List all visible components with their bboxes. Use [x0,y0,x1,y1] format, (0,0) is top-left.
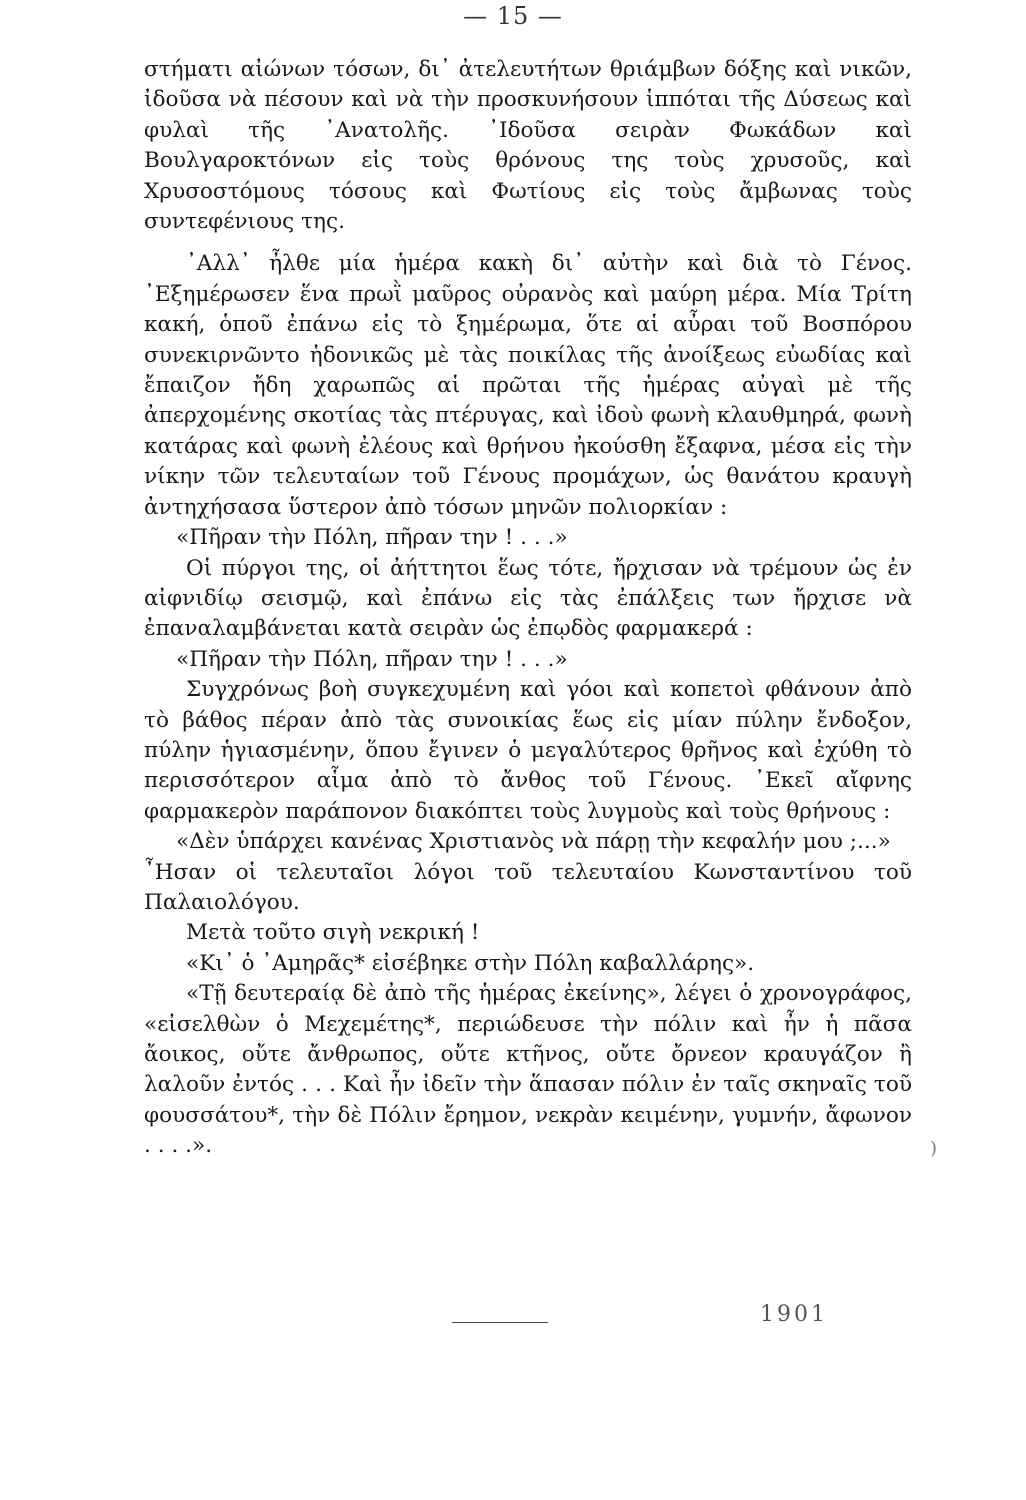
year-label: 1901 [760,1302,828,1327]
paragraph: ᾿Αλλ᾽ ἦλθε μία ἡμέρα κακὴ δι᾽ αὐτὴν καὶ διὰ τὸ Γένος. ᾿Εξημέρωσεν ἕνα πρωῒ μαῦρος οὐρανὸς καὶ μαύρη μέρα. Μία Τρίτη κακή, ὁποῦ ἐπάνω εἰς τὸ ξημέρωμα, ὅτε αἱ αὖραι τοῦ Βοσπόρου συνεκιρνῶντο ἡδονικῶς μὲ τὰς ποικίλας τῆς ἀνοίξεως εὐωδίας καὶ ἔπαιζον ἤδη χαρωπῶς αἱ πρῶται τῆς ἡμέρας αὐγαὶ μὲ τῆς ἀπερχομένης σκοτίας τὰς πτέρυγας, καὶ ἰδοὺ φωνὴ κλαυθμηρά, φωνὴ κατάρας καὶ φωνὴ ἐλέους καὶ θρήνου ἠκούσθη ἔξαφνα, μέσα εἰς τὴν νίκην τῶν τελευταίων τοῦ Γένους προμάχων, ὡς θανάτου κραυγὴ ἀντηχήσασα ὕστερον ἀπὸ τόσων μηνῶν πολιορκίαν : [144,251,912,520]
paragraph: Μετὰ τοῦτο σιγὴ νεκρική ! [186,920,480,946]
margin-mark: ) [930,1138,938,1159]
paragraph: «Τῇ δευτεραίᾳ δὲ ἀπὸ τῆς ἡμέρας ἐκείνης», λέγει ὁ χρονογράφος, «εἰσελθὼν ὁ Μεχεμέτης*, περιώδευσε τὴν πόλιν καὶ ἦν ἡ πᾶσα ἄοικος, οὔτε ἄνθρωπος, οὔτε κτῆνος, οὔτε ὄρνεον κραυγάζον ἢ λαλοῦν ἐντός . . . Καὶ ἦν ἰδεῖν τὴν ἅπασαν πόλιν ἐν ταῖς σκηναῖς τοῦ φουσσάτου*, τὴν δὲ Πόλιν ἔρημον, νεκρὰν κειμένην, γυμνήν, ἄφωνον . . . .». [144,981,912,1159]
paragraph: ῏Ησαν οἱ τελευταῖοι λόγοι τοῦ τελευταίου Κωνσταντίνου τοῦ Παλαιολόγου. [144,859,912,915]
page-number: — 15 — [463,2,563,30]
paragraph: Οἱ πύργοι της, οἱ ἀήττητοι ἕως τότε, ἤρχισαν νὰ τρέμουν ὡς ἐν αἰφνιδίῳ σεισμῷ, καὶ ἐπάνω εἰς τὰς ἐπάλξεις των ἤρχισε νὰ ἐπαναλαμβάνεται κατὰ σειρὰν ὡς ἐπῳδὸς φαρμακερά : [144,555,912,642]
end-divider [452,1322,548,1323]
quote-line: «Δὲν ὑπάρχει κανένας Χριστιανὸς νὰ πάρῃ τὴν κεφαλήν μου ;...» [176,829,891,855]
quote-line: «Πῆραν τὴν Πόλη, πῆραν την ! . . .» [176,525,568,551]
paragraph-continuation: στήματι αἰώνων τόσων, δι᾽ ἀτελευτήτων θριάμβων δόξης καὶ νικῶν, ἰδοῦσα νὰ πέσουν καὶ νὰ τὴν προσκυνήσουν ἱππόται τῆς Δύσεως καὶ φυλαὶ τῆς ᾿Ανατολῆς. ᾿Ιδοῦσα σειρὰν Φωκάδων καὶ Βουλγαροκτόνων εἰς τοὺς θρόνους της τοὺς χρυσοῦς, καὶ Χρυσοστόμους τόσους καὶ Φωτίους εἰς τοὺς ἄμβωνας τοὺς συντεφένιους της. [144,57,912,235]
body-text [144,55,912,1162]
paragraph: «Κι᾽ ὁ ᾿Αμηρᾶς* εἰσέβηκε στὴν Πόλη καβαλλάρης». [186,950,755,976]
quote-line: «Πῆραν τὴν Πόλη, πῆραν την ! . . .» [176,646,568,672]
paragraph: Συγχρόνως βοὴ συγκεχυμένη καὶ γόοι καὶ κοπετοὶ φθάνουν ἀπὸ τὸ βάθος πέραν ἀπὸ τὰς συνοικίας ἕως εἰς μίαν πύλην ἔνδοξον, πύλην ἡγιασμένην, ὅπου ἔγινεν ὁ μεγαλύτερος θρῆνος καὶ ἐχύθη τὸ περισσότερον αἷμα ἀπὸ τὸ ἄνθος τοῦ Γένους. ᾿Εκεῖ αἴφνης φαρμακερὸν παράπονον διακόπτει τοὺς λυγμοὺς καὶ τοὺς θρήνους : [144,677,912,824]
